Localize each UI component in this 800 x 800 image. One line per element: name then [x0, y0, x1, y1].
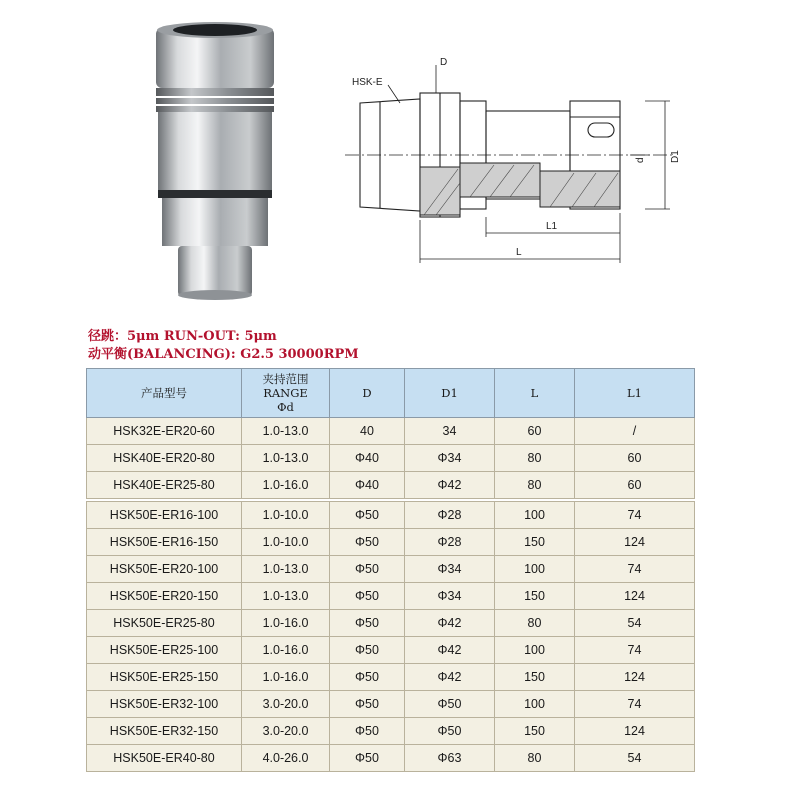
spec-notes: [88, 328, 359, 364]
table-row: [87, 583, 695, 610]
cell-d: Φ40: [330, 472, 405, 499]
cell-model: HSK32E-ER20-60: [87, 418, 242, 445]
cell-model: HSK50E-ER25-80: [87, 610, 242, 637]
label-D1: D1: [670, 150, 681, 163]
cell-d: Φ50: [330, 718, 405, 745]
cell-l: 80: [495, 745, 575, 772]
cell-l1: 74: [575, 556, 695, 583]
cell-range: 1.0-16.0: [242, 637, 330, 664]
balancing-spec: 动平衡(BALANCING): G2.5 30000RPM: [88, 347, 359, 362]
label-D: D: [440, 57, 448, 68]
header-range-en: RANGE: [263, 386, 308, 400]
cell-d: Φ50: [330, 610, 405, 637]
cell-l: 100: [495, 502, 575, 529]
cell-d: Φ50: [330, 583, 405, 610]
cell-l: 80: [495, 445, 575, 472]
spec-table: [86, 368, 695, 772]
label-L: L: [516, 247, 522, 258]
table-row: [87, 718, 695, 745]
cell-model: HSK50E-ER25-150: [87, 664, 242, 691]
cell-model: HSK50E-ER16-150: [87, 529, 242, 556]
cell-l1: 74: [575, 637, 695, 664]
cell-model: HSK40E-ER20-80: [87, 445, 242, 472]
cell-model: HSK50E-ER16-100: [87, 502, 242, 529]
label-L1: L1: [546, 221, 558, 232]
cell-model: HSK50E-ER25-100: [87, 637, 242, 664]
cell-d: Φ50: [330, 556, 405, 583]
cell-l: 150: [495, 583, 575, 610]
cell-d1: Φ28: [405, 502, 495, 529]
table-row: [87, 610, 695, 637]
cell-d: Φ40: [330, 445, 405, 472]
cell-range: 1.0-13.0: [242, 418, 330, 445]
cell-l1: 60: [575, 472, 695, 499]
cell-range: 1.0-16.0: [242, 664, 330, 691]
cell-d: Φ50: [330, 745, 405, 772]
label-hsk-e: HSK-E: [352, 77, 383, 88]
table-row: [87, 745, 695, 772]
cell-d1: Φ42: [405, 664, 495, 691]
cell-d1: 34: [405, 418, 495, 445]
cell-range: 4.0-26.0: [242, 745, 330, 772]
table-row: [87, 418, 695, 445]
cell-d1: Φ50: [405, 718, 495, 745]
cell-model: HSK40E-ER25-80: [87, 472, 242, 499]
runout-spec: 径跳：5μm RUN-OUT: 5μm: [88, 329, 277, 344]
cell-l1: 60: [575, 445, 695, 472]
cell-model: HSK50E-ER32-100: [87, 691, 242, 718]
cell-l1: 74: [575, 502, 695, 529]
cell-d1: Φ28: [405, 529, 495, 556]
header-range-cn: 夹持范围: [262, 372, 309, 386]
cell-d1: Φ42: [405, 610, 495, 637]
cell-range: 1.0-10.0: [242, 502, 330, 529]
cell-l: 150: [495, 529, 575, 556]
header-D1: D1: [405, 369, 495, 418]
cell-d1: Φ42: [405, 472, 495, 499]
cell-l1: 54: [575, 610, 695, 637]
cell-d1: Φ63: [405, 745, 495, 772]
cell-d1: Φ50: [405, 691, 495, 718]
cell-range: 1.0-10.0: [242, 529, 330, 556]
header-range-symbol: Φd: [277, 400, 294, 414]
cell-l: 100: [495, 556, 575, 583]
cell-d1: Φ34: [405, 556, 495, 583]
table-header-row: [87, 369, 695, 418]
cell-l1: 54: [575, 745, 695, 772]
technical-drawing: [340, 55, 685, 270]
table-row: [87, 691, 695, 718]
table-row: [87, 502, 695, 529]
cell-d1: Φ34: [405, 583, 495, 610]
cell-model: HSK50E-ER32-150: [87, 718, 242, 745]
cell-model: HSK50E-ER20-100: [87, 556, 242, 583]
cell-l: 80: [495, 610, 575, 637]
cell-range: 1.0-13.0: [242, 556, 330, 583]
cell-l1: 124: [575, 583, 695, 610]
table-row: [87, 445, 695, 472]
tool-holder-photo: [150, 18, 280, 303]
header-L1: L1: [575, 369, 695, 418]
cell-d1: Φ34: [405, 445, 495, 472]
cell-d: Φ50: [330, 502, 405, 529]
label-d: d: [635, 157, 646, 163]
cell-l1: /: [575, 418, 695, 445]
cell-l: 100: [495, 637, 575, 664]
cell-d: Φ50: [330, 529, 405, 556]
header-model: 产品型号: [87, 369, 242, 418]
table-row: [87, 556, 695, 583]
cell-range: 3.0-20.0: [242, 691, 330, 718]
cell-model: HSK50E-ER20-150: [87, 583, 242, 610]
header-L: L: [495, 369, 575, 418]
cell-range: 1.0-13.0: [242, 445, 330, 472]
cell-d: 40: [330, 418, 405, 445]
cell-d: Φ50: [330, 691, 405, 718]
cell-l: 150: [495, 718, 575, 745]
cell-d1: Φ42: [405, 637, 495, 664]
cell-d: Φ50: [330, 664, 405, 691]
cell-range: 1.0-16.0: [242, 610, 330, 637]
cell-l: 100: [495, 691, 575, 718]
table-row: [87, 664, 695, 691]
table-row: [87, 529, 695, 556]
cell-model: HSK50E-ER40-80: [87, 745, 242, 772]
cell-l1: 74: [575, 691, 695, 718]
cell-l: 60: [495, 418, 575, 445]
cell-l: 150: [495, 664, 575, 691]
cell-range: 3.0-20.0: [242, 718, 330, 745]
cell-l1: 124: [575, 664, 695, 691]
table-row: [87, 472, 695, 499]
cell-d: Φ50: [330, 637, 405, 664]
cell-l1: 124: [575, 718, 695, 745]
header-range: [242, 369, 330, 418]
cell-range: 1.0-13.0: [242, 583, 330, 610]
cell-range: 1.0-16.0: [242, 472, 330, 499]
cell-l1: 124: [575, 529, 695, 556]
table-row: [87, 637, 695, 664]
header-D: D: [330, 369, 405, 418]
cell-l: 80: [495, 472, 575, 499]
